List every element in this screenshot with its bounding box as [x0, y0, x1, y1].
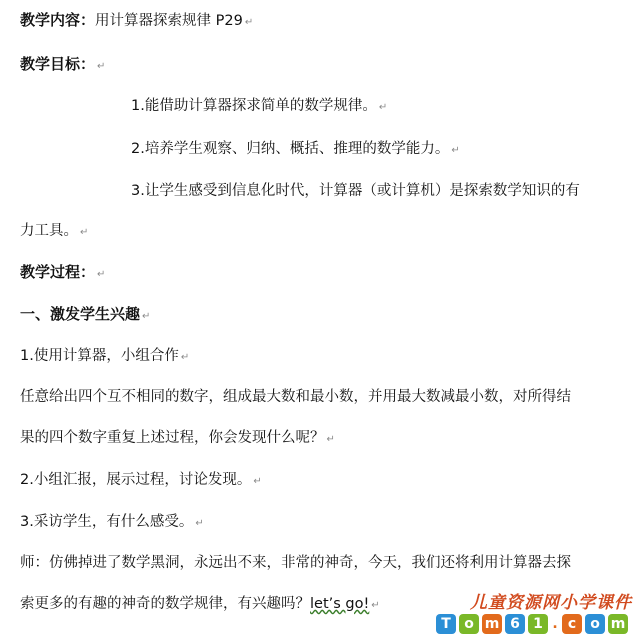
- goals-label: 教学目标：: [20, 55, 96, 73]
- goal-3-text: 3.让学生感受到信息化时代，计算器（或计算机）是探索数学知识的有: [131, 183, 580, 199]
- paragraph-mark-icon: ↵: [253, 476, 262, 487]
- watermark-logo-tile: m: [608, 614, 628, 634]
- paragraph-mark-icon: ↵: [180, 352, 190, 363]
- goal-3-text-cont: 力工具。: [20, 223, 78, 239]
- section-1-label: 一、激发学生兴趣: [20, 305, 141, 323]
- watermark-logo-tile: 6: [505, 614, 525, 634]
- paragraph-mark-icon: ↵: [451, 145, 460, 156]
- paragraph-mark-icon: ↵: [244, 17, 254, 28]
- paragraph-mark-icon: ↵: [378, 102, 388, 113]
- step-1: [20, 346, 189, 368]
- process-heading: [20, 262, 105, 285]
- watermark-logo-tile: o: [459, 614, 479, 634]
- teacher-line-1: [20, 553, 571, 573]
- watermark-logo-tile: .: [552, 616, 558, 632]
- content-line: [20, 10, 253, 33]
- paragraph-mark-icon: ↵: [195, 518, 204, 529]
- paragraph-mark-icon: ↵: [80, 227, 89, 238]
- content-label: 教学内容：: [20, 11, 96, 29]
- watermark-logo-tile: c: [562, 614, 582, 634]
- teacher-text: 师：仿佛掉进了数学黑洞，永远出不来，非常的神奇，今天，我们还将利用计算器去探: [20, 555, 571, 571]
- step-2-text: 2.小组汇报，展示过程，讨论发现。: [20, 472, 252, 488]
- watermark-logo-tile: o: [585, 614, 605, 634]
- task-line-2: [20, 428, 335, 450]
- paragraph-mark-icon: ↵: [371, 600, 380, 611]
- watermark-logo-tile: m: [482, 614, 502, 634]
- goals-heading: [20, 54, 105, 77]
- content-text: 用计算器探索规律 P29: [95, 13, 243, 29]
- watermark-logo-tile: T: [436, 614, 456, 634]
- watermark-logo-tile: 1: [528, 614, 548, 634]
- watermark: [416, 588, 634, 634]
- task-text-cont: 果的四个数字重复上述过程，你会发现什么呢？: [20, 430, 325, 446]
- goal-item-2: [131, 139, 460, 161]
- section-1-heading: [20, 304, 150, 327]
- goal-item-3: [131, 181, 580, 201]
- paragraph-mark-icon: ↵: [97, 61, 106, 72]
- goal-item-3-cont: [20, 221, 88, 243]
- teacher-line-2: [20, 594, 380, 616]
- step-3-text: 3.采访学生，有什么感受。: [20, 514, 194, 530]
- process-label: 教学过程：: [20, 263, 96, 281]
- goal-2-text: 2.培养学生观察、归纳、概括、推理的数学能力。: [131, 141, 450, 157]
- goal-1-text: 1.能借助计算器探求简单的数学规律。: [131, 98, 377, 114]
- teacher-text-english: let’s go!: [310, 596, 370, 612]
- step-1-text: 1.使用计算器，小组合作: [20, 348, 179, 364]
- watermark-logo: [436, 614, 628, 634]
- step-2: [20, 470, 262, 492]
- paragraph-mark-icon: ↵: [97, 269, 106, 280]
- task-line-1: [20, 387, 571, 407]
- task-text: 任意给出四个互不相同的数字，组成最大数和最小数，并用最大数减最小数，对所得结: [20, 389, 571, 405]
- paragraph-mark-icon: ↵: [326, 434, 335, 445]
- teacher-text-cont: 索更多的有趣的神奇的数学规律，有兴趣吗？: [20, 596, 310, 612]
- paragraph-mark-icon: ↵: [142, 311, 151, 322]
- goal-item-1: [131, 96, 387, 118]
- step-3: [20, 512, 204, 534]
- watermark-text: 儿童资源网小学课件: [470, 593, 632, 613]
